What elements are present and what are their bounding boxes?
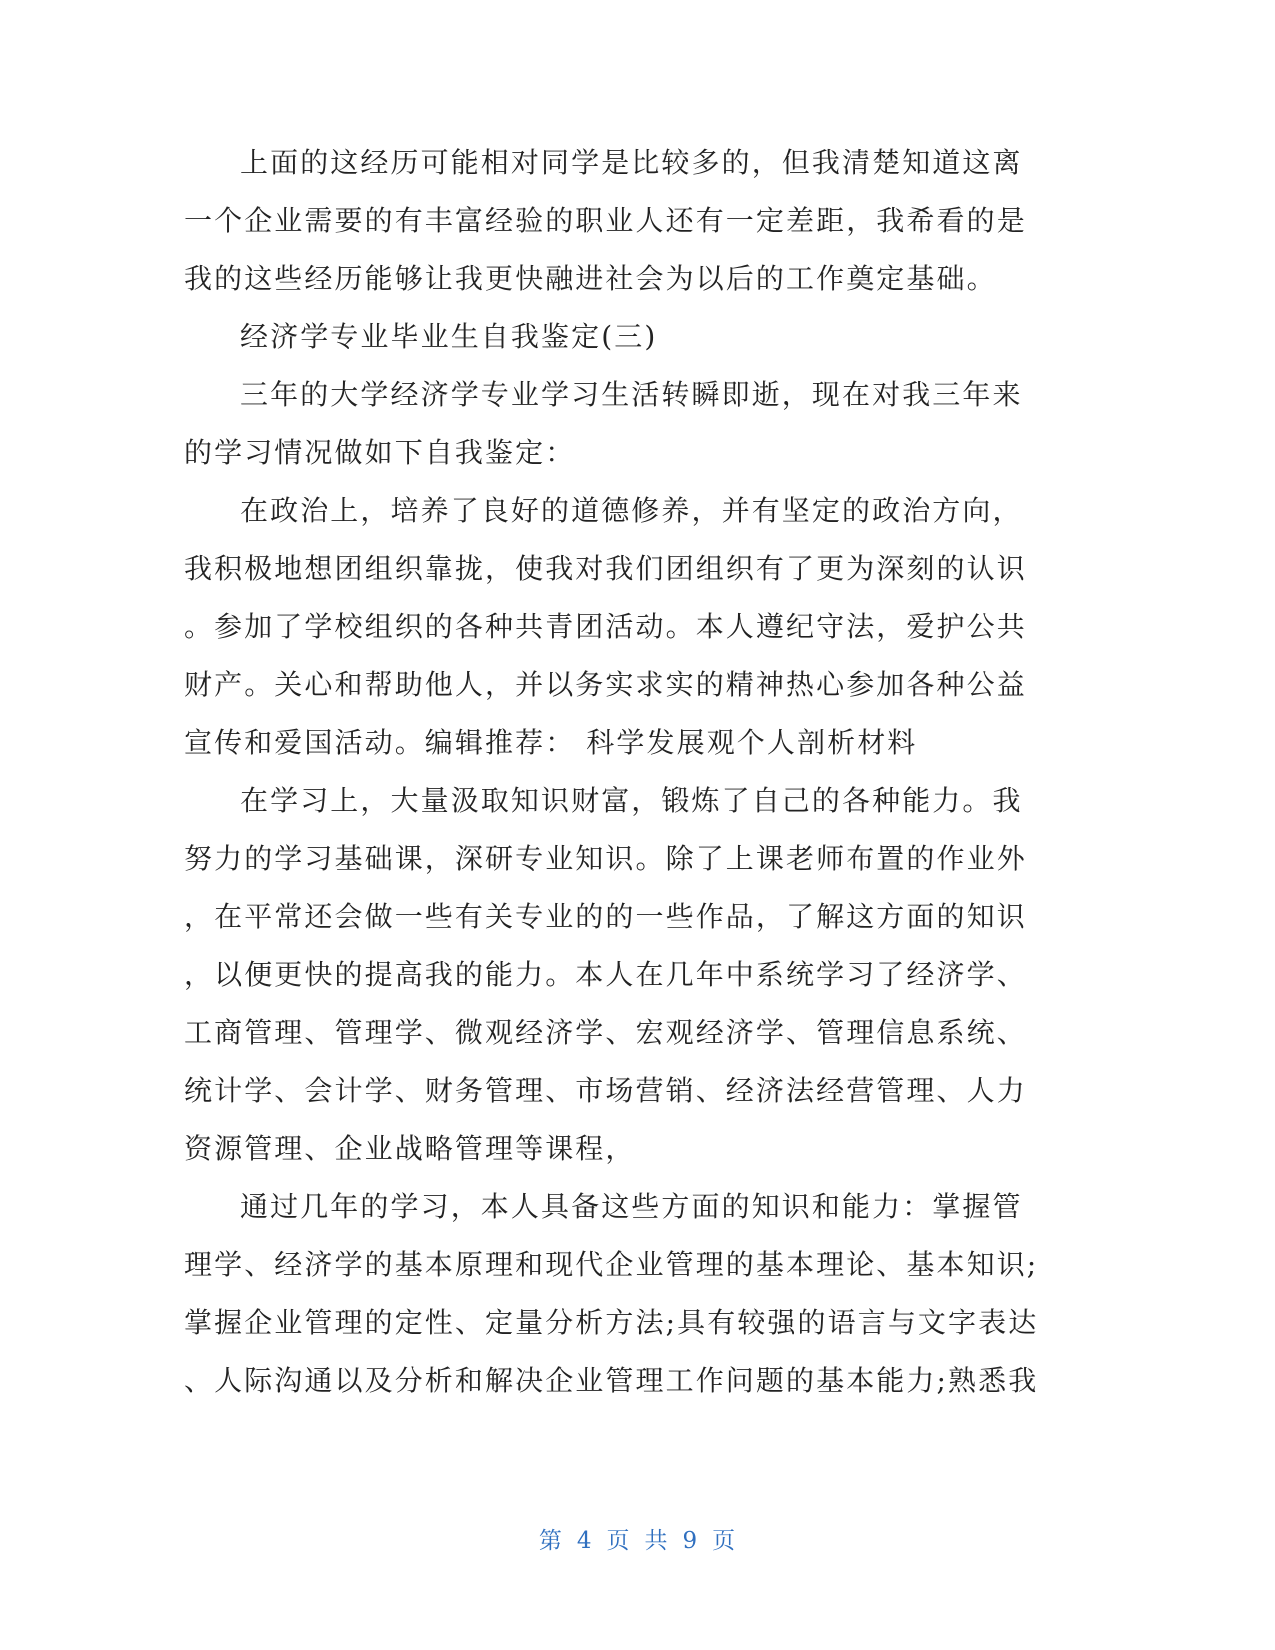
paragraph-line: 我积极地想团组织靠拢，使我对我们团组织有了更为深刻的认识 [184,552,1027,585]
paragraph-line: 的学习情况做如下自我鉴定： [184,436,576,469]
footer-total-word: 共 [644,1528,669,1554]
paragraph-line: ，在平常还会做一些有关专业的的一些作品，了解这方面的知识 [184,900,1027,933]
total-pages-number: 9 [682,1528,699,1554]
paragraph-line: 努力的学习基础课，深研专业知识。除了上课老师布置的作业外 [184,842,1027,875]
footer-prefix: 第 [538,1528,563,1554]
section-heading: 经济学专业毕业生自我鉴定(三) [240,320,658,353]
paragraph-line: 统计学、会计学、财务管理、市场营销、经济法经营管理、人力 [184,1074,1027,1107]
footer-page-word: 页 [606,1528,631,1554]
paragraph-line: 我的这些经历能够让我更快融进社会为以后的工作奠定基础。 [184,262,997,295]
paragraph-line: 工商管理、管理学、微观经济学、宏观经济学、管理信息系统、 [184,1016,1027,1049]
current-page-number: 4 [576,1528,593,1554]
paragraph-line: 三年的大学经济学专业学习生活转瞬即逝，现在对我三年来 [240,378,1023,411]
paragraph-line: 、人际沟通以及分析和解决企业管理工作问题的基本能力;熟悉我 [184,1364,1039,1397]
paragraph-line: 。参加了学校组织的各种共青团活动。本人遵纪守法，爱护公共 [184,610,1027,643]
paragraph-line: 宣传和爱国活动。编辑推荐： 科学发展观个人剖析材料 [184,726,918,759]
paragraph-line: 上面的这经历可能相对同学是比较多的，但我清楚知道这离 [240,146,1023,179]
paragraph-line: 掌握企业管理的定性、定量分析方法;具有较强的语言与文字表达 [184,1306,1039,1339]
page-number-footer [0,1522,1275,1555]
paragraph-line: 财产。关心和帮助他人，并以务实求实的精神热心参加各种公益 [184,668,1027,701]
paragraph-line: 资源管理、企业战略管理等课程， [184,1132,636,1165]
document-body [184,134,1064,1410]
footer-suffix: 页 [712,1528,737,1554]
paragraph-line: 一个企业需要的有丰富经验的职业人还有一定差距，我希看的是 [184,204,1027,237]
paragraph-line: 在学习上，大量汲取知识财富，锻炼了自己的各种能力。我 [240,784,1023,817]
paragraph-line: 理学、经济学的基本原理和现代企业管理的基本理论、基本知识; [184,1248,1039,1281]
paragraph-line: ，以便更快的提高我的能力。本人在几年中系统学习了经济学、 [184,958,1027,991]
paragraph-line: 在政治上，培养了良好的道德修养，并有坚定的政治方向， [240,494,1023,527]
paragraph-line: 通过几年的学习，本人具备这些方面的知识和能力：掌握管 [240,1190,1023,1223]
